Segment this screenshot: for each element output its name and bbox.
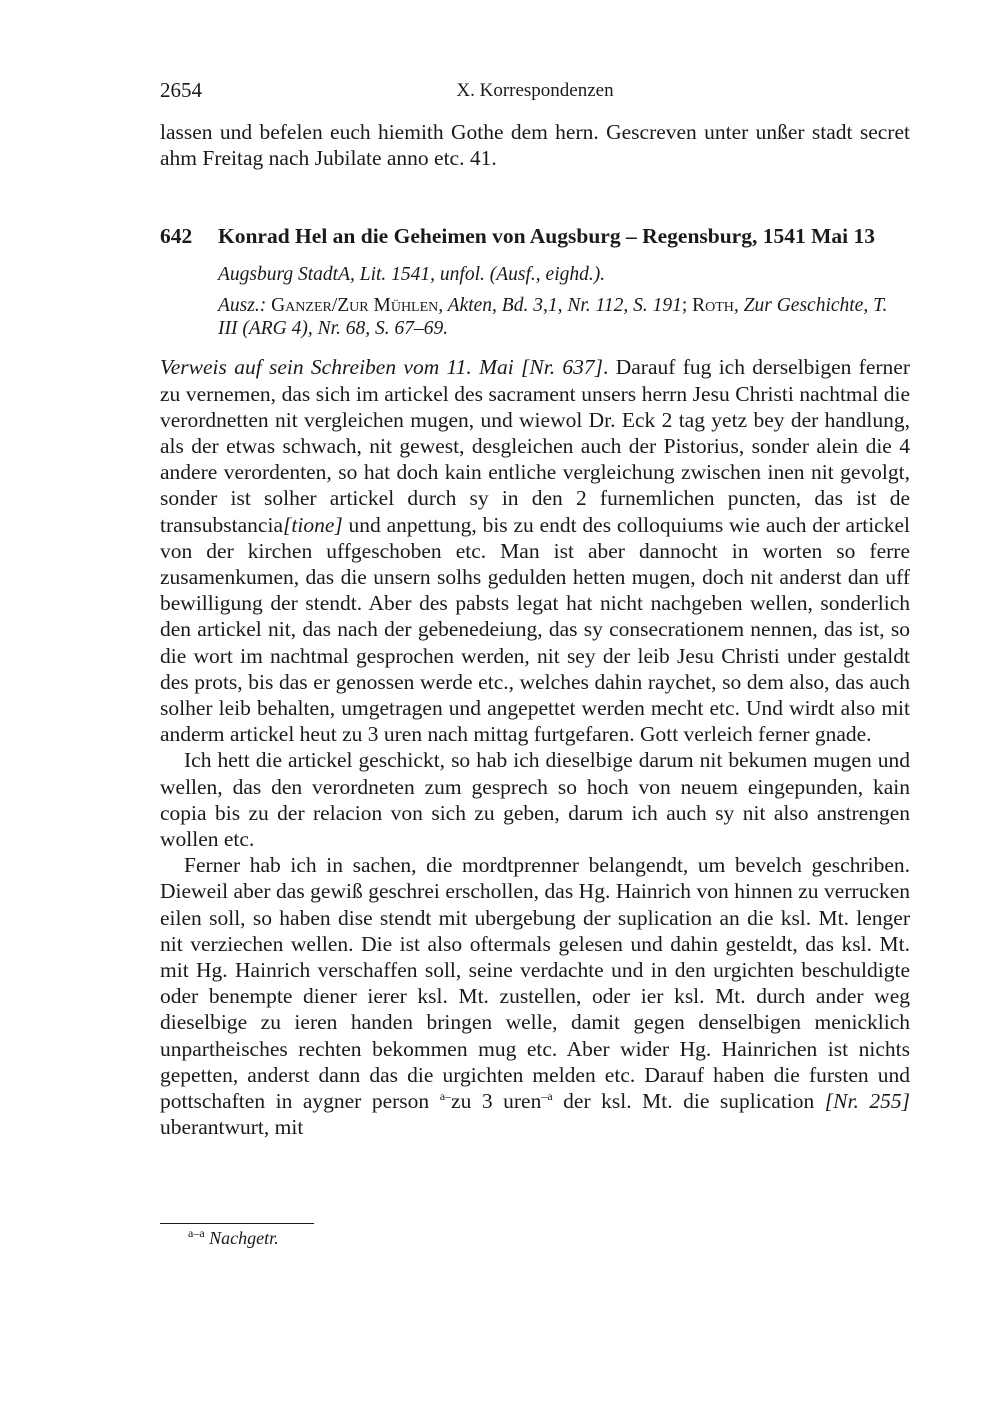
paragraph-text: der ksl. Mt. die suplication [552, 1089, 825, 1114]
footnote-mark-close: –a [541, 1088, 553, 1103]
ref-work-2: , Zur Geschichte, T. III (ARG 4), Nr. 68, S. 67–69. [218, 295, 888, 340]
running-head [160, 78, 910, 108]
marked-text: zu 3 uren [451, 1089, 542, 1114]
ref-work-1: , Akten, Bd. 3,1, Nr. 112, S. 191 [438, 295, 682, 317]
reference-line [218, 294, 910, 340]
cross-reference: [Nr. 255] [824, 1089, 910, 1114]
intro-paragraph: lassen und befelen euch hiemith Gothe dem hern. Gescreven unter unßer stadt secret ahm Freitag nach Jubilate anno etc. 41. [160, 120, 910, 171]
paragraph-text: uberantwurt, mit [160, 1115, 304, 1140]
footnote [188, 1228, 279, 1249]
page [160, 78, 910, 1141]
page-number: 2654 [160, 78, 202, 102]
body-paragraph-3 [160, 852, 910, 1140]
paragraph-text: Ferner hab ich in sachen, die mordtprenner belangendt, um bevelch geschriben. Dieweil aber das gewiß geschrei erschollen, das Hg. Hainrich von hinnen zu verrucken eilen soll, so haben dise stendt mit ubergebung der suplication an die ksl. Mt. lenger nit verziechen wellen. Die ist also oftermals gelesen und dahin gesteldt, das ksl. Mt. mit Hg. Hainrich verschaffen soll, seine verdachte und in den urgichten beschuldigte oder benempte diener ierer ksl. Mt. zustellen, oder ier ksl. Mt. durch ander weg dieselbige zu ieren handen bringen welle, damit gegen denselbigen menicklich unpartheisches rechten bekommen mug etc. Aber wider Hg. Hainrichen ist nichts gepetten, anderst dann das die urgichten melden etc. Darauf haben die fursten und pottschaften in aygner person [160, 853, 910, 1114]
footnote-rule [160, 1223, 314, 1224]
footnote-marker: a–a [188, 1226, 205, 1240]
editorial-emendation: [tione] [283, 512, 343, 537]
footnote-mark-open: a– [439, 1088, 452, 1103]
editorial-summary: Verweis auf sein Schreiben vom 11. Mai [Nr. 637] [160, 355, 604, 380]
document-heading [160, 223, 910, 249]
footnote-text: Nachgetr. [209, 1228, 279, 1248]
paragraph-text: . Darauf fug ich derselbigen ferner zu vernemen, das sich im artickel des sacrament unsers herrn Jesu Christi nachtmal die verordnetten nit vergleichen mugen, und wiewol Dr. Eck 2 tag yetz bey der handlung, als der etwas schwach, nit gewest, desgleichen auch der Pistorius, sonder alein die 4 andere verordenten, so hat doch kain entliche vergleichung zwischen inen nit gevolgt, sonder ist solher artickel durch sy in den 2 furnemlichen puncten, das ist de transubstancia [160, 355, 910, 537]
document-number: 642 [160, 224, 193, 249]
document-title: Konrad Hel an die Geheimen von Augsburg – Regensburg, 1541 Mai 13 [218, 224, 875, 249]
ref-prefix: Ausz.: [218, 295, 272, 317]
source-line: Augsburg StadtA, Lit. 1541, unfol. (Ausf., eighd.). [218, 264, 606, 286]
paragraph-text: und anpettung, bis zu endt des colloquiums wie auch der artickel von der kirchen uffgeschoben etc. Man ist aber dannocht in worten so ferre zusamenkumen, das die unsern solhs gedulden hetten mugen, doch nit anderst dan uff bewilligung der stendt. Aber des pabsts legat hat nicht nachgeben wellen, sonderlich den artickel nit, das nach der gebenedeiung, das sy consecrationem nennen, das ist, so die wort im nachtmal gesprochen werden, nit sey der leib Jesu Christi under gestaldt des prots, bis das er genossen werde etc., welches dahin raychet, so dem also, das auch solher leib behalten, umgetragen und angepettet werden mecht etc. Und wirdt also mit anderm artickel heut zu 3 uren nach mittag furtgefaren. Gott verleich ferner gnade. [160, 512, 910, 747]
body-paragraph-2: Ich hett die artickel geschickt, so hab ich dieselbige darum nit bekumen mugen und wellen, das den verordneten zum gesprech so hoch von neuem eingepunden, kain copia bis zu der relacion von sich zu geben, darum ich auch sy nit also anstrengen wollen etc. [160, 748, 910, 852]
running-title: X. Korrespondenzen [456, 80, 614, 101]
ref-author-2: Roth [692, 295, 734, 317]
ref-separator: ; [681, 295, 693, 317]
ref-author-1: Ganzer/Zur Mühlen [271, 295, 439, 317]
body-paragraph-1 [160, 354, 910, 747]
